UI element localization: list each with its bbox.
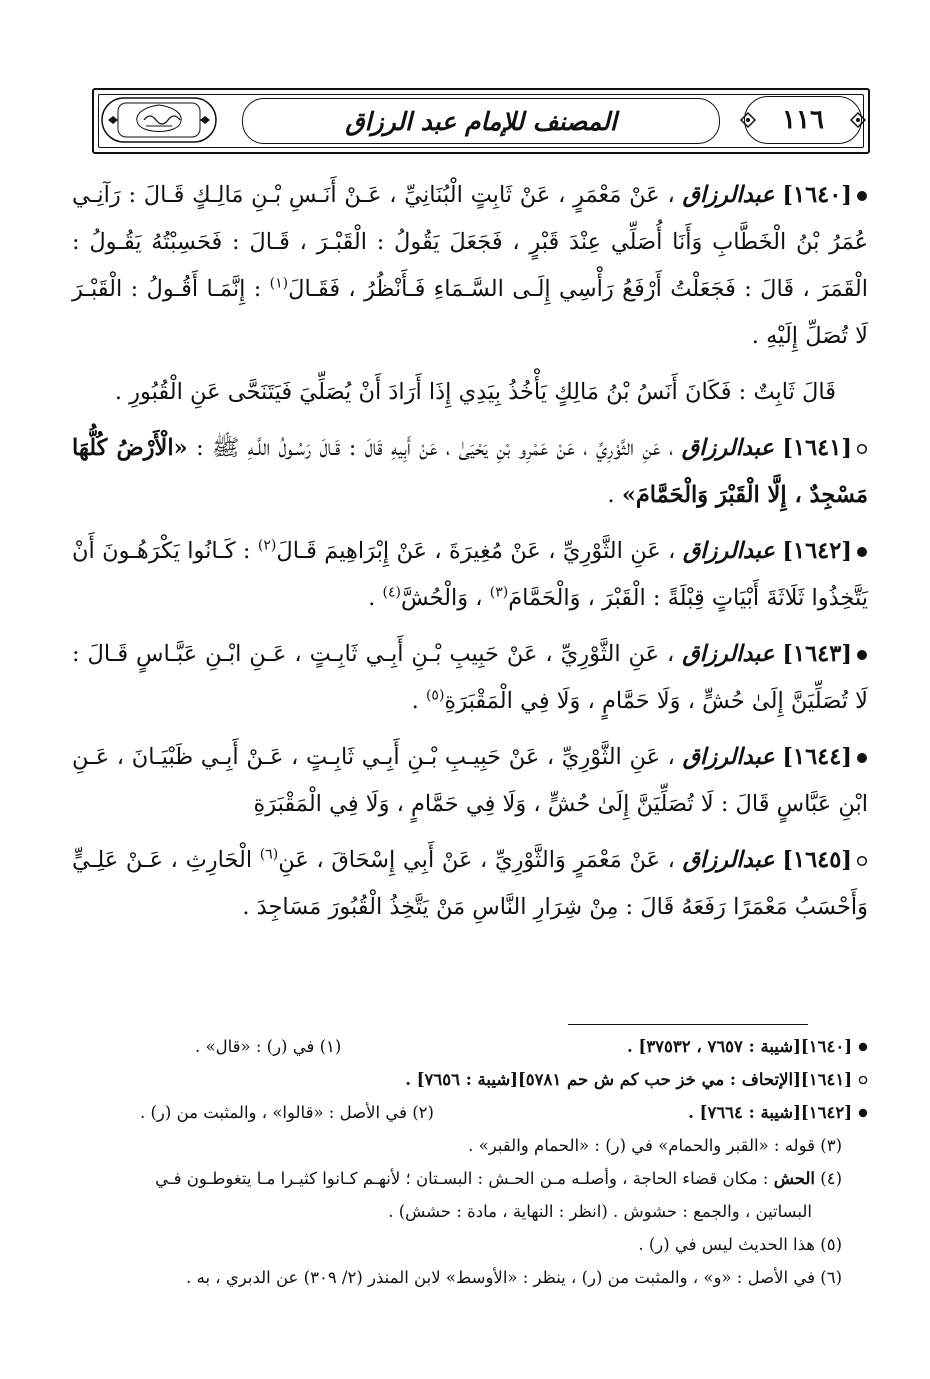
hadith-entry: [١٦٤٠] عبدالرزاق ، عَنْ مَعْمَرٍ ، عَنْ ثَابِتٍ الْبُنَانِيِّ ، عَـنْ أَنَـسِ بْـنِ مَالِـكٍ قَـالَ : رَآنِـي عُمَرُ بْنُ الْخَطَّابِ وَأَنَا أُصَلِّي عِنْدَ قَبْرٍ ، فَجَعَلَ يَقُولُ : الْقَبْـرَ ، قَـالَ : فَحَسِبْتُهُ يَقُـولُ : الْقَمَرَ ، قَالَ : فَجَعَلْتُ أَرْفَعُ رَأْسِي إِلَـى السَّـمَاءِ فَـأَنْظُرُ ، فَقَـالَ$^{(١)}$ : إِنَّمَـا أَقُـولُ : الْقَبْـرَ لَا تُصَلِّ إِلَيْهِ . xyxy=(72,182,868,349)
page-number-cartouche xyxy=(744,96,862,144)
footnote-ref[interactable]: (٢) xyxy=(257,537,277,554)
footnote-divider xyxy=(568,1024,808,1025)
book-title: المصنف للإمام عبد الرزاق xyxy=(242,98,720,144)
filled-circle-icon xyxy=(856,1042,868,1054)
footnote-4: (٤) الحش : مكان قضاء الحاجة ، وأصلـه مـن الحـش : البسـتان ؛ لأنهـم كـانوا كثيـرا مـا يتغوطـون فـي xyxy=(155,1169,842,1188)
hollow-circle-icon xyxy=(856,443,868,455)
seal-logo-icon xyxy=(100,96,218,144)
filled-circle-icon xyxy=(856,752,868,764)
hadith-entry: [١٦٤٣] عبدالرزاق ، عَنِ الثَّوْرِيِّ ، عَنْ حَبِيبِ بْـنِ أَبِـي ثَابِـتٍ ، عَـنِ ابْـنِ عَبَّـاسٍ قَـالَ : لَا تُصَلِّيَنَّ إِلَىٰ حُشٍّ ، وَلَا حَمَّامٍ ، وَلَا فِي الْمَقْبَرَةِ$^{(٥)}$ . xyxy=(72,641,868,714)
filled-circle-icon xyxy=(856,1108,868,1120)
footnotes xyxy=(75,1030,868,1294)
hollow-circle-icon xyxy=(856,1075,868,1087)
footnote-ref[interactable]: (٦) xyxy=(259,846,279,863)
footnote-row: [١٦٤٠][شيبة : ٧٦٥٧ ، ٣٧٥٣٢] . (١) في (ر) : «قال» . xyxy=(75,1030,868,1063)
hadith-entry: [١٦٤٥] عبدالرزاق ، عَنْ مَعْمَرٍ وَالثَّوْرِيِّ ، عَنْ أَبِي إِسْحَاقَ ، عَنِ$^{(٦)}$ الْحَارِثِ ، عَـنْ عَلِـيٍّ وَأَحْسَبُ مَعْمَرًا رَفَعَهُ قَالَ : مِنْ شِرَارِ النَّاسِ مَنْ يَتَّخِذُ الْقُبُورَ مَسَاجِدَ . xyxy=(72,846,868,920)
footnote-ref[interactable]: (٥) xyxy=(425,687,445,704)
footnote-ref[interactable]: (٣) xyxy=(489,584,509,601)
page-header xyxy=(92,88,870,154)
footnote-3: (٣) قوله : «القبر والحمام» في (ر) : «الحمام والقبر» . xyxy=(468,1136,842,1155)
filled-circle-icon xyxy=(856,649,868,661)
footnote-5: (٥) هذا الحديث ليس في (ر) . xyxy=(638,1235,842,1254)
hadith-entry: [١٦٤٢] عبدالرزاق ، عَنِ الثَّوْرِيِّ ، عَنْ مُغِيرَةَ ، عَنْ إِبْرَاهِيمَ قَـالَ$^{(٢)}$ : كَـانُوا يَكْرَهُـونَ أَنْ يَتَّخِذُوا ثَلَاثَةَ أَبْيَاتٍ قِبْلَةً : الْقَبْرَ ، وَالْحَمَّامَ$^{(٣)}$ ، وَالْحُشَّ$^{(٤)}$ . xyxy=(72,537,868,611)
page-number: ١١٦ xyxy=(782,105,824,135)
ornament-icon xyxy=(850,112,866,128)
footnote-4-continued: البساتين ، والجمع : حشوش . (انظر : النهاية ، مادة : حشش) . xyxy=(388,1202,812,1221)
hadith-entry: [١٦٤١] عبدالرزاق ، عَنِ الثَّوْرِيِّ ، عَنْ عَمْرِو بْنِ يَحْيَىٰ ، عَنْ أَبِيهِ قَالَ : قَـالَ رَسُـولُ اللَّـهِ ﷺ : «الْأَرْضُ كُلُّهَا مَسْجِدٌ ، إِلَّا الْقَبْرَ وَالْحَمَّامَ» . xyxy=(72,435,868,508)
hadith-continuation: قَالَ ثَابِتٌ : فَكَانَ أَنَسُ بْنُ مَالِكٍ يَأْخُذُ بِيَدِي إِذَا أَرَادَ أَنْ يُصَلِّيَ فَيَتَنَحَّى عَنِ الْقُبُورِ . xyxy=(114,379,836,405)
hadith-list xyxy=(72,172,868,931)
footnote-row: [١٦٤١][الإتحاف : مي خز حب كم ش حم ٥٧٨١][شيبة : ٧٦٥٦] . xyxy=(75,1063,868,1096)
hollow-circle-icon xyxy=(856,855,868,867)
footnote-row: [١٦٤٢][شيبة : ٧٦٦٤] . (٢) في الأصل : «قالوا» ، والمثبت من (ر) . xyxy=(75,1096,868,1129)
ornament-icon xyxy=(740,112,756,128)
footnote-6: (٦) في الأصل : «و» ، والمثبت من (ر) ، ينظر : «الأوسط» لابن المنذر (٢/ ٣٠٩) عن الدبري ، به . xyxy=(186,1268,842,1287)
footnote-ref[interactable]: (٤) xyxy=(382,584,401,601)
filled-circle-icon xyxy=(856,546,868,558)
footnote-ref[interactable]: (١) xyxy=(269,275,289,292)
hadith-entry: [١٦٤٤] عبدالرزاق ، عَنِ الثَّوْرِيِّ ، عَنْ حَبِيـبِ بْـنِ أَبِـي ثَابِـتٍ ، عَـنْ أَبِـي ظَبْيَـانَ ، عَـنِ ابْنِ عَبَّاسٍ قَالَ : لَا تُصَلِّيَنَّ إِلَىٰ حُشٍّ ، وَلَا فِي حَمَّامٍ ، وَلَا فِي الْمَقْبَرَةِ xyxy=(72,744,868,817)
filled-circle-icon xyxy=(856,190,868,202)
